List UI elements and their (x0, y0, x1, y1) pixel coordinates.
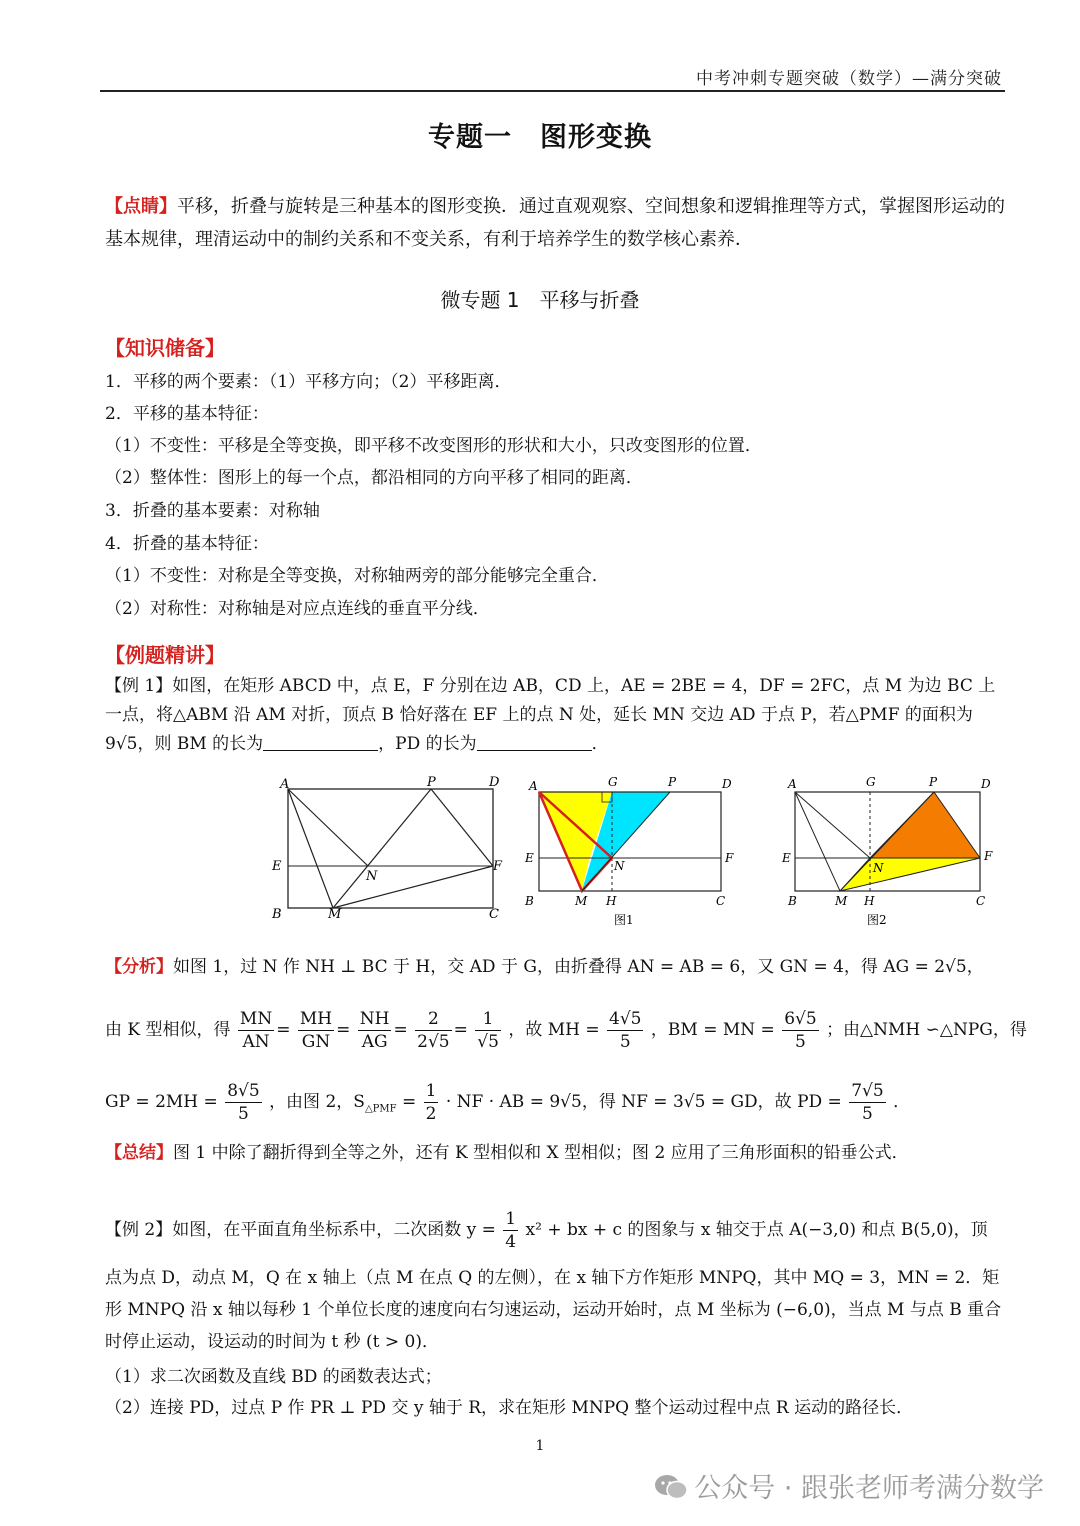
analysis-text-3d: · NF · AB = 9√5，得 NF = 3√5 = GD，故 PD = (445, 1092, 842, 1112)
analysis-line-3: GP = 2MH = $\frac{8√5}{5}$ ，由图 2，$S_{\triangle PMF}$ = $\frac{1}{2}$ · NF · AB = 9√5，得 NF = 3√5 = GD，故 PD = $\frac{7√5}{5}$ ． (105, 1081, 911, 1124)
page-number: 1 (535, 1438, 545, 1454)
analysis-text-2a: 由 K 型相似，得 (105, 1020, 231, 1040)
fig1-label-M: M (575, 894, 588, 908)
knowledge-heading: 【知识储备】 (105, 336, 225, 360)
analysis-tag: 【分析】 (105, 957, 173, 977)
knowledge-line: 1．平移的两个要素：（1）平移方向；（2）平移距离． (105, 372, 512, 392)
fig2-label-M: M (835, 894, 848, 908)
fig2-caption: 图2 (867, 913, 887, 927)
knowledge-line: （1）不变性：对称是全等变换，对称轴两旁的部分能够完全重合． (105, 566, 609, 586)
fig1-label-N: N (614, 859, 625, 873)
intro-tag: 【点睛】 (105, 196, 177, 217)
example2-text-a: 【例 2】如图，在平面直角坐标系中，二次函数 y = (105, 1220, 496, 1240)
analysis-text-2b: ，故 MH = (508, 1020, 600, 1040)
fig0-label-P: P (427, 775, 436, 790)
fig1-label-C: C (716, 894, 726, 908)
answer-blank-bm[interactable] (263, 734, 378, 751)
fig1-label-B: B (525, 894, 534, 908)
watermark (654, 1466, 1044, 1508)
fig0-label-F: F (493, 859, 503, 874)
fig0-label-D: D (489, 775, 500, 790)
fig2-yellow-triangle (840, 858, 980, 891)
example2-question-2: （2）连接 PD，过点 P 作 PR ⊥ PD 交 y 轴于 R，求在矩形 MNPQ 整个运动过程中点 R 运动的路径长． (105, 1398, 914, 1418)
page-title: 专题一 图形变换 (428, 122, 652, 153)
fig2-label-C: C (976, 894, 986, 908)
fig2-label-G: G (866, 775, 876, 789)
fraction: $\frac{MN}{AN}$ (239, 1009, 273, 1052)
fraction: $\frac{2}{2√5}$ (417, 1009, 450, 1052)
fig1-label-G: G (608, 775, 618, 789)
summary-tag: 【总结】 (105, 1143, 173, 1163)
example2-line-1 (105, 1208, 988, 1253)
fig1-label-A: A (529, 779, 538, 793)
fraction: $\frac{7√5}{5}$ (851, 1081, 884, 1124)
summary-text: 图 1 中除了翻折得到全等之外，还有 K 型相似和 X 型相似；图 2 应用了三角形面积的铅垂公式． (173, 1143, 909, 1163)
summary-line (105, 1138, 909, 1163)
knowledge-line: 3．折叠的基本要素：对称轴 (105, 501, 320, 521)
fraction: $\frac{6√5}{5}$ (784, 1009, 817, 1052)
fig0-label-N: N (366, 869, 378, 884)
knowledge-line: （1）不变性：平移是全等变换，即平移不改变图形的形状和大小，只改变图形的位置． (105, 436, 762, 456)
example2-question-1: （1）求二次函数及直线 BD 的函数表达式； (105, 1367, 442, 1387)
knowledge-line: （2）对称性：对称轴是对应点连线的垂直平分线． (105, 599, 490, 619)
figure-1 (524, 775, 734, 927)
fig0-label-C: C (489, 907, 499, 922)
watermark-text: 公众号 · 跟张老师考满分数学 (694, 1473, 1044, 1504)
example1-stem: 【例 1】如图，在矩形 ABCD 中，点 E，F 分别在边 AB，CD 上，AE = 2BE = 4，DF = 2FC，点 M 为边 BC 上一点，将△ABM 沿 AM 对折，顶点 B 恰好落在 EF 上的点 N 处，延长 MN 交边 AD 于点 P，若△PMF 的面积为 9√5，则 BM 的长为 (105, 676, 996, 754)
figure-0 (271, 775, 503, 922)
intro-paragraph (105, 190, 1005, 256)
fraction: $\frac{8√5}{5}$ (227, 1081, 260, 1124)
analysis-text-3b: ，由图 2，S (269, 1092, 365, 1112)
example2-text-c: 点为点 D，动点 M，Q 在 x 轴上（点 M 在点 Q 的左侧），在 x 轴下方作矩形 MNPQ，其中 MQ = 3，MN = 2．矩形 MNPQ 沿 x 轴以每秒 1 个单位长度的速度向右匀速运动，运动开始时，点 M 坐标为 (−6,0)，当点 M 与点 B 重合时停止运动，设运动的时间为 t 秒 (t > 0)． (105, 1268, 1002, 1352)
wechat-icon (654, 1473, 688, 1508)
analysis-line-1 (105, 952, 984, 977)
running-header: 中考冲刺专题突破（数学）—满分突破 (696, 69, 1002, 89)
answer-blank-pd[interactable] (477, 734, 592, 751)
fraction: $\frac{1}{4}$ (505, 1209, 517, 1252)
example1-stem-mid: ，PD 的长为 (378, 734, 477, 754)
fig1-label-E: E (525, 851, 534, 865)
fig2-label-E: E (782, 851, 791, 865)
fig2-label-H: H (864, 894, 875, 908)
fraction: $\frac{MH}{GN}$ (299, 1009, 333, 1052)
analysis-text-3a: GP = 2MH = (105, 1092, 218, 1112)
fig2-label-A: A (788, 777, 797, 791)
analysis-text-2d: ；由△NMH ∽△NPG，得 (826, 1020, 1027, 1040)
fraction: $\frac{4√5}{5}$ (609, 1009, 642, 1052)
fig1-caption: 图1 (614, 913, 634, 927)
fig2-label-P: P (929, 775, 938, 789)
example1-figures (260, 772, 1020, 932)
fraction: $\frac{1}{√5}$ (477, 1009, 499, 1052)
fig1-label-H: H (606, 894, 617, 908)
fraction: $\frac{1}{2}$ (425, 1081, 437, 1124)
intro-text: 平移，折叠与旋转是三种基本的图形变换．通过直观观察、空间想象和逻辑推理等方式，掌握图形运动的基本规律，理清运动中的制约关系和不变关系，有利于培养学生的数学核心素养． (105, 196, 1005, 250)
fig0-label-E: E (272, 859, 282, 874)
knowledge-line: （2）整体性：图形上的每一个点，都沿相同的方向平移了相同的距离． (105, 468, 643, 488)
example1-text (105, 672, 1005, 759)
fig2-label-F: F (984, 849, 993, 863)
fig2-label-D: D (981, 777, 991, 791)
fig0-label-B: B (272, 907, 282, 922)
figure-2 (781, 775, 993, 927)
fig2-label-B: B (788, 894, 797, 908)
example1-stem-end: ． (591, 734, 609, 754)
analysis-text-2c: ，BM = MN = (650, 1020, 775, 1040)
fraction: $\frac{NH}{AG}$ (359, 1009, 390, 1052)
analysis-line-2: 由 K 型相似，得 $\frac{MN}{AN}$ = $\frac{MH}{GN}$ = $\frac{NH}{AG}$ = $\frac{2}{2√5}$ = $\frac{1}{√5}$ ，故 MH = $\frac{4√5}{5}$ ，BM = MN = $\frac{6√5}{5}$ ；由△NMH ∽△NPG，得 (105, 1009, 1027, 1052)
example2-text-b: x² + bx + c 的图象与 x 轴交于点 A(−3,0) 和点 B(5,0)，顶 (525, 1220, 988, 1240)
fig1-label-F: F (725, 851, 734, 865)
section-subtitle: 微专题 1 平移与折叠 (440, 288, 640, 312)
header-rule (100, 90, 1005, 92)
examples-heading: 【例题精讲】 (105, 643, 225, 667)
fig0-label-M: M (328, 907, 342, 922)
knowledge-line: 2．平移的基本特征： (105, 404, 269, 424)
fig1-label-D: D (722, 777, 732, 791)
fig0-label-A: A (280, 777, 290, 792)
knowledge-line: 4．折叠的基本特征： (105, 534, 269, 554)
analysis-text-1: 如图 1，过 N 作 NH ⊥ BC 于 H，交 AD 于 G，由折叠得 AN = AB = 6，又 GN = 4，得 AG = 2√5， (173, 957, 984, 977)
area-subscript: △PMF (364, 1103, 397, 1115)
fig2-label-N: N (873, 861, 884, 875)
fig1-label-P: P (668, 775, 677, 789)
